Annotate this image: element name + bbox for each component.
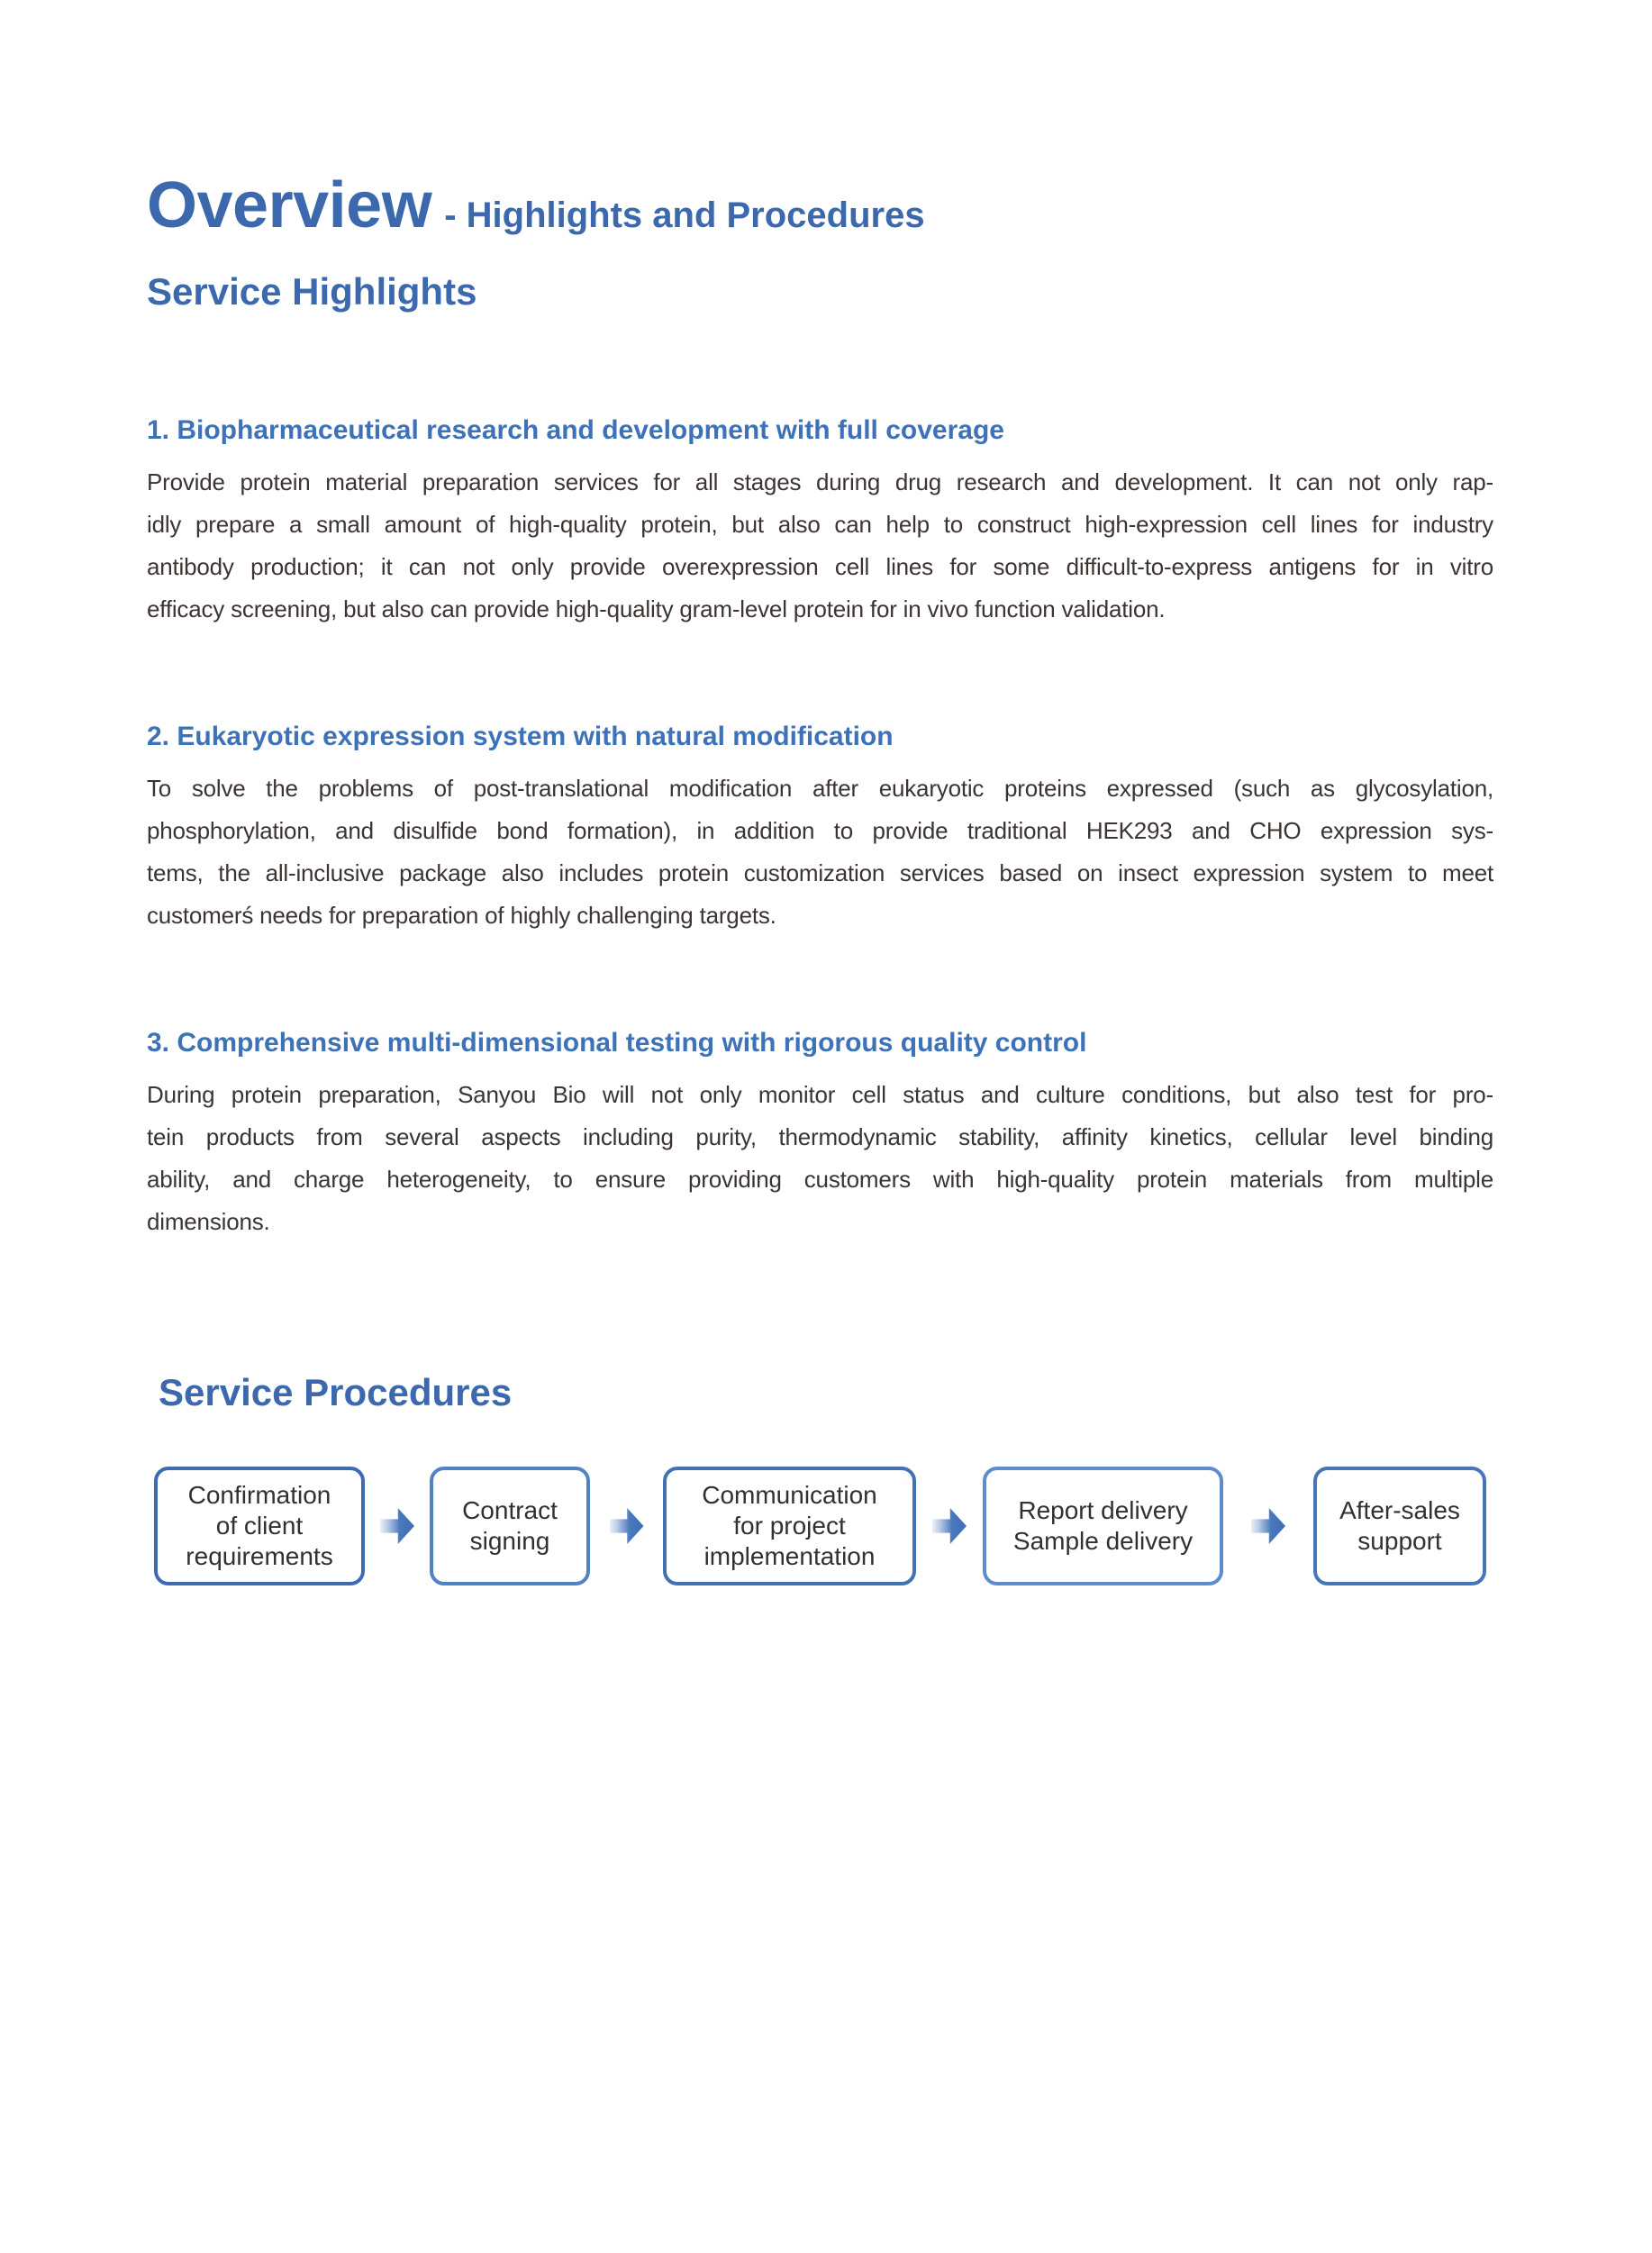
- highlight-section: [147, 1027, 1493, 1243]
- page-content: [0, 169, 1652, 1585]
- procedure-step-label: implementation: [703, 1542, 876, 1570]
- procedure-step-box: [430, 1467, 590, 1585]
- highlight-body-line: tein products from several aspects including purity, thermodynamic stability, affinity kinetics, cellular level binding: [147, 1123, 1493, 1150]
- highlight-body-line: idly prepare a small amount of high-quality protein, but also can help to construct high-expression cell lines for industry: [147, 511, 1493, 538]
- procedure-step-label: Report delivery: [1018, 1496, 1188, 1524]
- highlight-body-line: customerś needs for preparation of highly challenging targets.: [147, 902, 776, 929]
- page-title-suffix: - Highlights and Procedures: [444, 195, 925, 235]
- page-title: [147, 169, 1493, 241]
- procedure-step-label: Sample delivery: [1012, 1527, 1194, 1555]
- procedure-step-label: requirements: [186, 1542, 333, 1570]
- procedure-step-label: After-sales: [1339, 1496, 1460, 1524]
- service-highlights-heading: Service Highlights: [147, 270, 477, 313]
- highlight-body-line: ability, and charge heterogeneity, to ensure providing customers with high-quality protein materials from multiple: [147, 1166, 1493, 1193]
- procedure-step-label: Confirmation: [187, 1481, 331, 1509]
- flow-gap: [590, 1508, 663, 1544]
- highlights-list: [147, 414, 1493, 1243]
- highlight-body-line: dimensions.: [147, 1208, 270, 1235]
- procedure-step-label: support: [1357, 1527, 1442, 1555]
- procedure-flowchart: [154, 1467, 1493, 1585]
- right-block-arrow-icon: [1251, 1508, 1285, 1544]
- procedure-step-box: [154, 1467, 365, 1585]
- highlight-section: [147, 414, 1493, 631]
- highlight-body-line: tems, the all-inclusive package also includes protein customization services based on insect expression system to meet: [147, 859, 1493, 886]
- highlight-body-line: efficacy screening, but also can provide high-quality gram-level protein for in vivo function validation.: [147, 595, 1166, 622]
- right-block-arrow-icon: [932, 1508, 967, 1544]
- procedure-step-box: [983, 1467, 1223, 1585]
- procedure-step-label: Communication: [702, 1481, 877, 1509]
- procedure-step-label: signing: [469, 1527, 550, 1555]
- page-title-main: Overview: [147, 169, 432, 241]
- procedure-step-label: Contract: [462, 1496, 558, 1524]
- flow-gap: [1223, 1508, 1313, 1544]
- service-procedures-heading: Service Procedures: [159, 1371, 513, 1413]
- right-block-arrow-icon: [610, 1508, 644, 1544]
- right-block-arrow-icon: [380, 1508, 414, 1544]
- highlight-body-line: phosphorylation, and disulfide bond formation), in addition to provide traditional HEK293 and CHO expression sys-: [147, 817, 1493, 844]
- highlight-body-line: antibody production; it can not only provide overexpression cell lines for some difficult-to-express antigens for in vitro: [147, 553, 1493, 580]
- highlight-section: [147, 721, 1493, 937]
- highlight-heading: 1. Biopharmaceutical research and development with full coverage: [147, 415, 1004, 445]
- highlight-body-line: During protein preparation, Sanyou Bio will not only monitor cell status and culture conditions, but also test for pro-: [147, 1081, 1493, 1108]
- highlight-body-line: Provide protein material preparation services for all stages during drug research and development. It can not only rap-: [147, 468, 1493, 495]
- procedure-step-label: of client: [215, 1512, 304, 1540]
- flow-gap: [365, 1508, 430, 1544]
- procedure-step-label: for project: [733, 1512, 846, 1540]
- highlight-heading: 3. Comprehensive multi-dimensional testing with rigorous quality control: [147, 1028, 1087, 1058]
- procedure-step-box: [663, 1467, 916, 1585]
- highlight-heading: 2. Eukaryotic expression system with natural modification: [147, 722, 894, 751]
- flow-gap: [916, 1508, 983, 1544]
- highlight-body-line: To solve the problems of post-translational modification after eukaryotic proteins expressed (such as glycosylation,: [147, 775, 1493, 802]
- procedure-step-box: [1313, 1467, 1486, 1585]
